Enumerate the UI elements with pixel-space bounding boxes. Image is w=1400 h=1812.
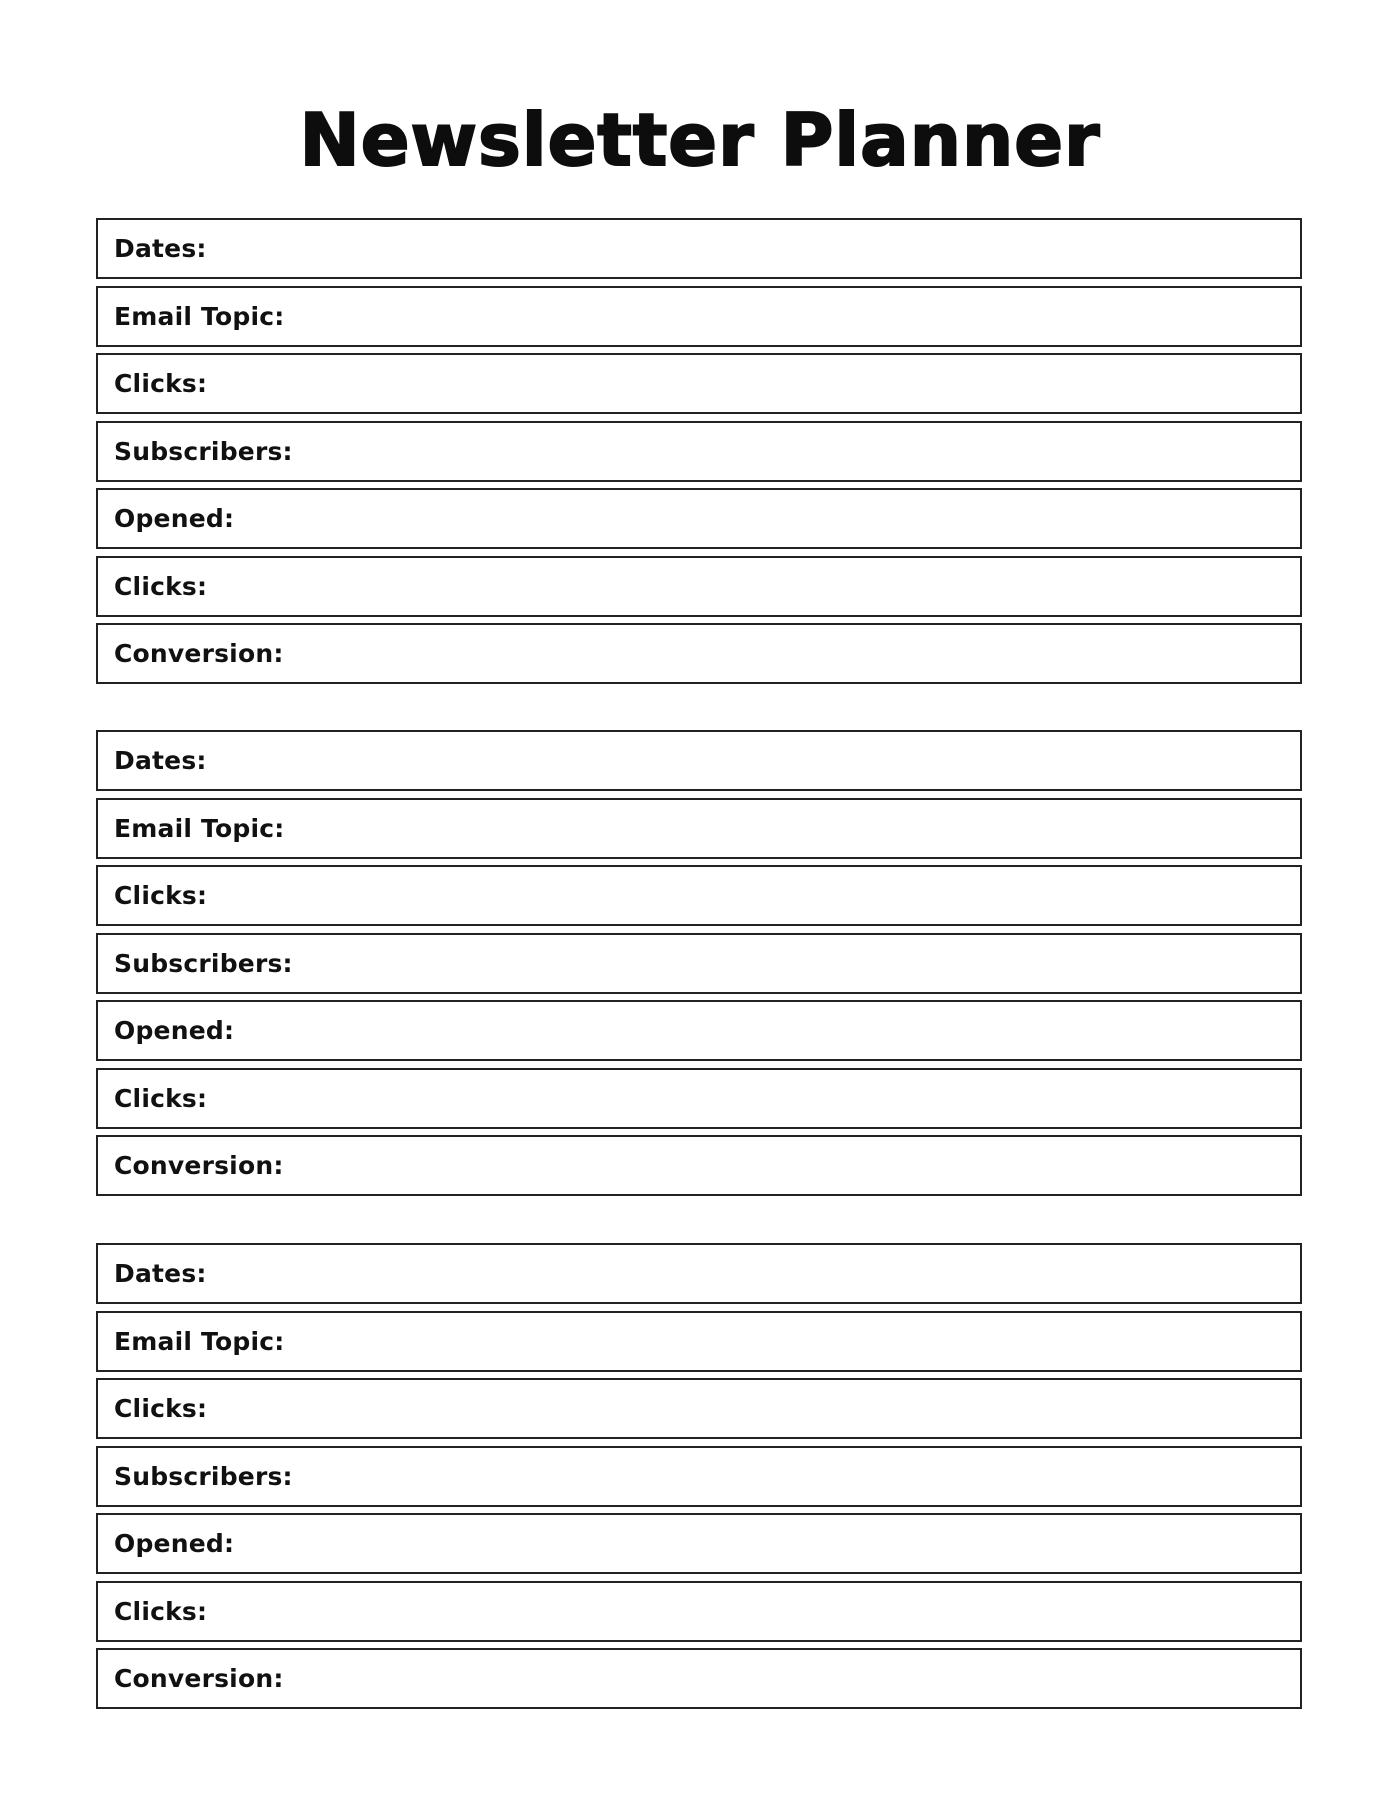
planner-section-1: [96, 218, 1302, 691]
clicks-label-2: Clicks:: [114, 1596, 208, 1626]
conversion-label: Conversion:: [114, 1664, 284, 1693]
email-topic-label: Email Topic:: [114, 1326, 285, 1356]
planner-section-3: [96, 1243, 1302, 1716]
dates-label: Dates:: [114, 746, 207, 775]
opened-label: Opened:: [114, 1529, 235, 1558]
page-title: Newsletter Planner: [299, 98, 1101, 182]
clicks-field[interactable]: [96, 353, 1302, 414]
opened-field[interactable]: [96, 1000, 1302, 1061]
opened-field[interactable]: [96, 1513, 1302, 1574]
email-topic-label: Email Topic:: [114, 301, 285, 331]
clicks-label-2: Clicks:: [114, 1083, 208, 1113]
subscribers-label: Subscribers:: [114, 436, 293, 466]
subscribers-field[interactable]: [96, 933, 1302, 994]
conversion-field[interactable]: [96, 1135, 1302, 1196]
clicks-label: Clicks:: [114, 881, 208, 910]
subscribers-label: Subscribers:: [114, 948, 293, 978]
clicks-field[interactable]: [96, 1378, 1302, 1439]
email-topic-field[interactable]: [96, 1311, 1302, 1372]
clicks-label: Clicks:: [114, 1394, 208, 1423]
subscribers-field[interactable]: [96, 421, 1302, 482]
subscribers-field[interactable]: [96, 1446, 1302, 1507]
subscribers-label: Subscribers:: [114, 1461, 293, 1491]
dates-field[interactable]: [96, 1243, 1302, 1304]
dates-field[interactable]: [96, 218, 1302, 279]
clicks-field-2[interactable]: [96, 1581, 1302, 1642]
clicks-label: Clicks:: [114, 369, 208, 398]
opened-field[interactable]: [96, 488, 1302, 549]
clicks-field[interactable]: [96, 865, 1302, 926]
email-topic-field[interactable]: [96, 798, 1302, 859]
dates-field[interactable]: [96, 730, 1302, 791]
opened-label: Opened:: [114, 504, 235, 533]
email-topic-label: Email Topic:: [114, 813, 285, 843]
email-topic-field[interactable]: [96, 286, 1302, 347]
dates-label: Dates:: [114, 234, 207, 263]
dates-label: Dates:: [114, 1259, 207, 1288]
opened-label: Opened:: [114, 1016, 235, 1045]
planner-section-2: [96, 730, 1302, 1203]
conversion-field[interactable]: [96, 1648, 1302, 1709]
conversion-field[interactable]: [96, 623, 1302, 684]
conversion-label: Conversion:: [114, 639, 284, 668]
clicks-field-2[interactable]: [96, 1068, 1302, 1129]
clicks-field-2[interactable]: [96, 556, 1302, 617]
conversion-label: Conversion:: [114, 1151, 284, 1180]
clicks-label-2: Clicks:: [114, 571, 208, 601]
